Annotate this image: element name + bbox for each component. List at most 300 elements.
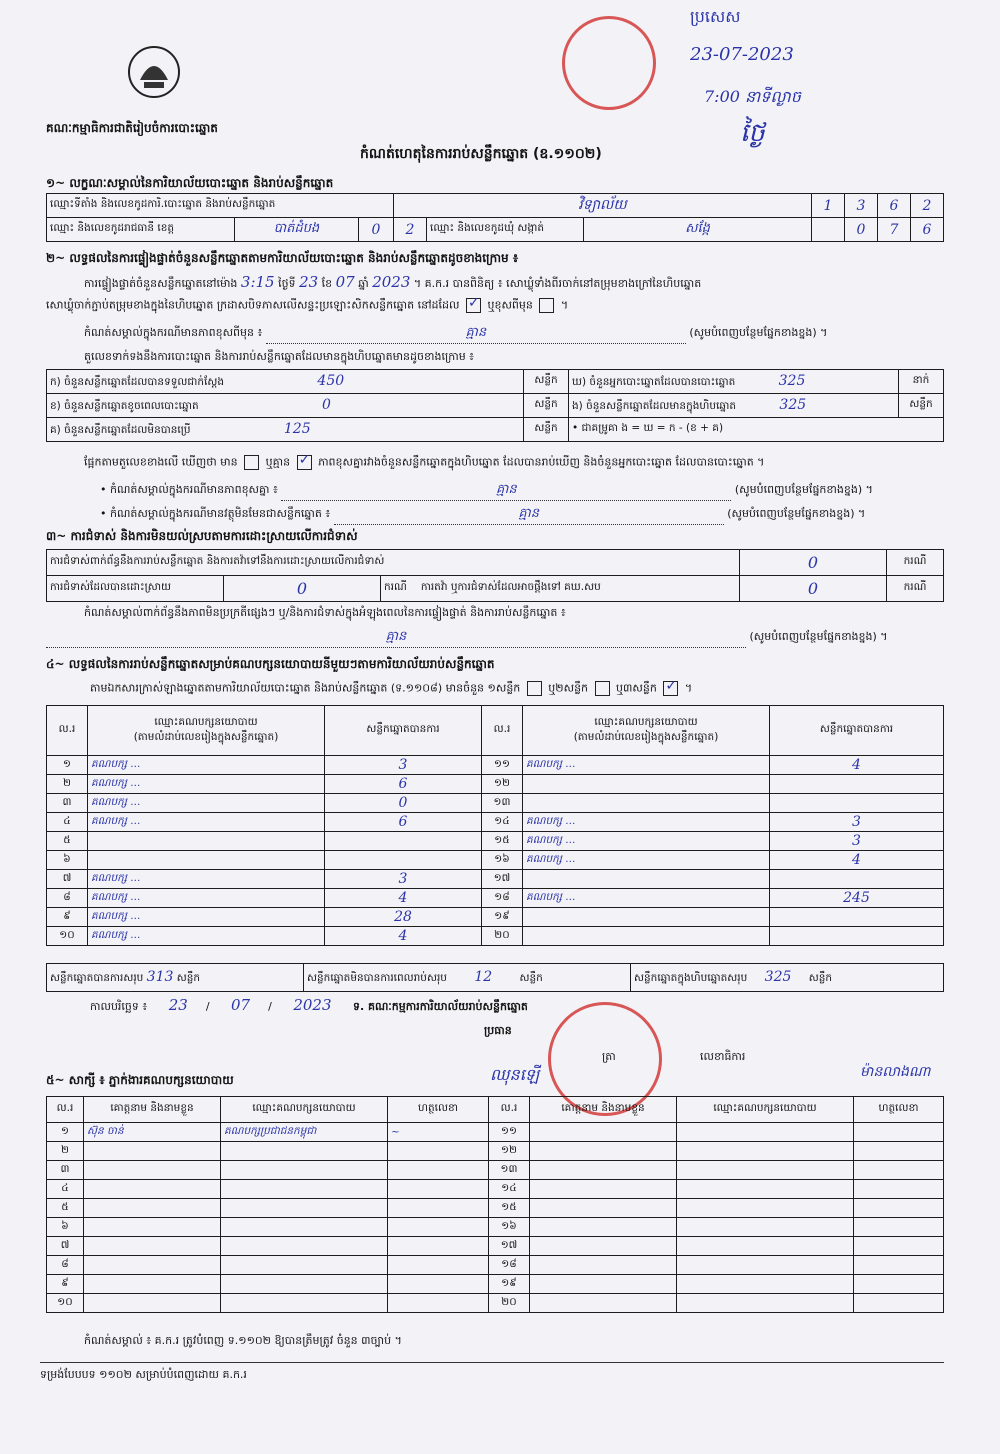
row-party-left: គណបក្ស ... [88, 870, 325, 889]
w-row-sign-left [388, 1275, 489, 1294]
row-no-left: ៣ [47, 794, 88, 813]
intro-c: ឬ៣សន្លឹក [616, 681, 657, 695]
row-no-right: ១៧ [482, 870, 523, 889]
w-row-party-left [221, 1237, 388, 1256]
row-votes-left: 3 [325, 870, 482, 889]
row-votes-left: 6 [325, 813, 482, 832]
w-row-name-right [530, 1180, 677, 1199]
row-votes-right [770, 927, 944, 946]
r2-unit: ករណី [384, 581, 407, 593]
w-row-name-left [84, 1199, 221, 1218]
col-votes-right: សន្លឹកឆ្នោតបានការ [770, 706, 944, 756]
w-row-no-right: ២០ [489, 1294, 530, 1313]
w-col-sign-left: ហត្ថលេខា [388, 1097, 489, 1123]
col-no-right: ល.រ [482, 706, 523, 756]
w-row-sign-left [388, 1218, 489, 1237]
w-row-sign-right [854, 1256, 944, 1275]
w-row-no-right: ១៦ [489, 1218, 530, 1237]
row-votes-left: 4 [325, 927, 482, 946]
w-row-party-left [221, 1275, 388, 1294]
col-party-left-sub: (តាមលំដាប់លេខរៀងក្នុងសន្លឹកឆ្នោត) [133, 730, 279, 743]
province-code-2: 2 [394, 218, 427, 242]
section4-title: ៤~ លទ្ធផលនៃការរាប់សន្លឹកឆ្នោតសម្រាប់គណបក្សនយោបាយនីមួយៗតាមការិយាល័យរាប់សន្លឹកឆ្នោត [46, 657, 495, 671]
w-row-no-right: ១២ [489, 1142, 530, 1161]
col-party-right [523, 706, 770, 756]
w-row-sign-left [388, 1256, 489, 1275]
table-row [47, 832, 944, 851]
line1-c: ខែ [321, 277, 333, 290]
w-row-no-right: ១៣ [489, 1161, 530, 1180]
office-label: ឈ្មោះទីតាំង និងលេខកូដការិ.បោះឆ្នោត និងរាប់សន្លឹកឆ្នោត [47, 194, 394, 218]
table-row [47, 1237, 944, 1256]
line1-b: ថ្ងៃទី [278, 277, 296, 290]
w-row-party-left [221, 1142, 388, 1161]
row-no-right: ១៥ [482, 832, 523, 851]
w-row-party-left [221, 1218, 388, 1237]
org-name: គណៈកម្មាធិការជាតិរៀបចំការបោះឆ្នោត [46, 121, 218, 135]
object-note-hint: (សូមបំពេញបន្ថែមផ្នែកខាងខ្នង) ។ [727, 507, 866, 520]
row-no-left: ២ [47, 775, 88, 794]
w-row-sign-left [388, 1237, 489, 1256]
row-party-left: គណបក្ស ... [88, 813, 325, 832]
w-row-name-left [84, 1180, 221, 1199]
w-row-sign-left [388, 1180, 489, 1199]
w-row-name-right [530, 1142, 677, 1161]
row-votes-left: 4 [325, 889, 482, 908]
date-month: 07 [231, 996, 251, 1014]
w-row-name-left: ស៊ុន ចាន់ [84, 1123, 221, 1142]
col-no-left: ល.រ [47, 706, 88, 756]
r1-label: ការជំទាស់ពាក់ព័ន្ធនឹងការរាប់សន្លឹកឆ្នោត និងការតវ៉ាទៅនឹងការដោះស្រាយលើការជំទាស់ [47, 550, 740, 576]
no-diff-checkbox[interactable] [297, 455, 312, 470]
corner-time: 7:00 នាទីល្ងាច [704, 87, 801, 106]
w-row-party-left: គណបក្សប្រជាជនកម្ពុជា [221, 1123, 388, 1142]
gho-cell [569, 370, 899, 394]
w-row-no-right: ១៥ [489, 1199, 530, 1218]
total-box-unit: សន្លឹក [808, 971, 833, 984]
date-year: 2023 [293, 996, 332, 1014]
w-row-party-right [677, 1161, 854, 1180]
col-party-right-sub: (តាមលំដាប់លេខរៀងក្នុងសន្លឹកឆ្នោត) [573, 730, 719, 743]
province-code-1: 0 [358, 218, 393, 242]
totals-table [46, 963, 944, 992]
row-votes-left [325, 851, 482, 870]
w-col-sign-right: ហត្ថលេខា [854, 1097, 944, 1123]
corner-note: ប្រសេស [690, 7, 741, 26]
row-votes-left: 0 [325, 794, 482, 813]
row-votes-right: 3 [770, 813, 944, 832]
row-votes-right: 245 [770, 889, 944, 908]
office-code-2: 3 [845, 194, 878, 218]
official-stamp-top [562, 16, 656, 110]
w-row-sign-left [388, 1142, 489, 1161]
unchanged-checkbox[interactable] [466, 298, 481, 313]
kha-value: 0 [322, 396, 331, 413]
verification-line-1 [84, 273, 701, 293]
w-row-sign-left [388, 1199, 489, 1218]
kha-label: ខ) ចំនួនសន្លឹកឆ្នោតខូចពេលបោះឆ្នោត [50, 399, 199, 412]
row-no-right: ១៦ [482, 851, 523, 870]
w-row-no-left: ១០ [47, 1294, 84, 1313]
table-row [47, 1256, 944, 1275]
r3-value: 0 [740, 576, 887, 602]
w-row-no-left: ៧ [47, 1237, 84, 1256]
row-votes-right [770, 775, 944, 794]
row-votes-left: 28 [325, 908, 482, 927]
commune-code-2: 7 [878, 218, 911, 242]
r2-value: 0 [224, 576, 381, 602]
w-col-party-right: ឈ្មោះគណបក្សនយោបាយ [677, 1097, 854, 1123]
match-a: ផ្អែកតាមតួលេខខាងលើ ឃើញថា មាន [84, 455, 238, 469]
gho-unit: នាក់ [899, 370, 944, 394]
w-row-sign-right [854, 1199, 944, 1218]
w-col-no-right: ល.រ [489, 1097, 530, 1123]
verification-month: 07 [335, 273, 355, 291]
col-party-left-title: ឈ្មោះគណបក្សនយោបាយ [154, 715, 258, 728]
w-row-name-left [84, 1237, 221, 1256]
chair-label: ប្រធាន [484, 1024, 512, 1037]
total-invalid-unit: សន្លឹក [519, 971, 543, 984]
office-code-1: 1 [812, 194, 845, 218]
diff-note-label: • កំណត់សម្គាល់ក្នុងករណីមានភាពខុសគ្នា ៖ [100, 483, 278, 496]
fill-hint: (សូមបំពេញបន្ថែមផ្នែកខាងខ្នង) ។ [689, 326, 828, 339]
change-note [84, 324, 944, 344]
w-row-party-left [221, 1256, 388, 1275]
w-row-name-right [530, 1275, 677, 1294]
total-box-label: សន្លឹកឆ្នោតក្នុងហិបឆ្នោតសរុប [634, 971, 748, 984]
ko-cell [47, 418, 524, 442]
row-votes-left: 6 [325, 775, 482, 794]
table-row [47, 1199, 944, 1218]
row-party-right: គណបក្ស ... [523, 889, 770, 908]
w-row-sign-left [388, 1161, 489, 1180]
vote-summary-table [46, 369, 944, 442]
w-row-name-right [530, 1161, 677, 1180]
row-votes-right: 3 [770, 832, 944, 851]
corner-date: 23-07-2023 [690, 44, 794, 65]
intro-b: ឬ២សន្លឹក [548, 681, 589, 695]
row-no-right: ២០ [482, 927, 523, 946]
ka-value: 450 [317, 372, 345, 389]
table-row [47, 813, 944, 832]
ngo-label: ង) ចំនួនសន្លឹកឆ្នោតដែលមានក្នុងហិបឆ្នោត [572, 399, 737, 412]
ka-label: ក) ចំនួនសន្លឹកឆ្នោតដែលបានទទួលជាក់ស្ដែង [50, 375, 225, 388]
province-label: ឈ្មោះ និងលេខកូដរាជធានី ខេត្ត [47, 218, 235, 242]
table-row [47, 908, 944, 927]
line1-d: ឆ្នាំ [358, 277, 369, 290]
table-row [47, 889, 944, 908]
table-row [47, 756, 944, 775]
section1-title: ១~ លក្ខណៈសម្គាល់នៃការិយាល័យបោះឆ្នោត និងរាប់សន្លឹកឆ្នោត [46, 176, 334, 190]
section3-title: ៣~ ការជំទាស់ និងការមិនយល់ស្របតាមការដោះស្រាយលើការជំទាស់ [46, 529, 358, 543]
office-code-4: 2 [911, 194, 944, 218]
ko-unit: សន្លឹក [524, 418, 569, 442]
secretary-label: លេខាធិការ [700, 1050, 746, 1063]
row-party-right: គណបក្ស ... [523, 756, 770, 775]
section5-title: ៥~ សាក្សី ៖ ភ្នាក់ងារគណបក្សនយោបាយ [46, 1073, 234, 1087]
w-row-name-left [84, 1218, 221, 1237]
row-party-left: គណបក្ស ... [88, 927, 325, 946]
w-row-sign-right [854, 1142, 944, 1161]
w-row-name-right [530, 1218, 677, 1237]
total-box-value: 325 [764, 968, 792, 985]
w-col-name-right: គោត្តនាម និងនាមខ្លួន [530, 1097, 677, 1123]
kha-cell [47, 394, 524, 418]
secretary-signature: ម៉ានលាងណា [860, 1064, 931, 1080]
spacer-cell [812, 218, 845, 242]
w-row-no-left: ៥ [47, 1199, 84, 1218]
table-row [47, 870, 944, 889]
party-results-table [46, 705, 944, 946]
w-row-name-left [84, 1161, 221, 1180]
row-no-left: ៨ [47, 889, 88, 908]
document-title: កំណត់ហេតុនៃការរាប់សន្លឹកឆ្នោត (ឧ.១១០២) [360, 146, 602, 162]
w-row-sign-right [854, 1161, 944, 1180]
w-row-no-left: ៣ [47, 1161, 84, 1180]
diff-note [100, 481, 944, 501]
w-row-name-right [530, 1199, 677, 1218]
verification-time: 3:15 [240, 273, 275, 291]
total-invalid-label: សន្លឹកឆ្នោតមិនបានការពេលរាប់សរុប [307, 971, 447, 984]
commune-code-3: 6 [911, 218, 944, 242]
r2-r3-cell [381, 576, 740, 602]
w-row-no-right: ១៤ [489, 1180, 530, 1199]
w-row-no-left: ៦ [47, 1218, 84, 1237]
table-row [47, 1218, 944, 1237]
commune-code-1: 0 [845, 218, 878, 242]
w-row-name-left [84, 1142, 221, 1161]
corner-signature: ថ្ងៃ [740, 118, 765, 148]
witness-table [46, 1096, 944, 1313]
row-no-right: ១៣ [482, 794, 523, 813]
r2-label: ការជំទាស់ដែលបានដោះស្រាយ [47, 576, 224, 602]
objection-note-value: គ្មាន [46, 628, 746, 648]
row-party-left: គណបក្ស ... [88, 889, 325, 908]
w-row-sign-left [388, 1294, 489, 1313]
formula: • ជាគម្រូគា ង = ឃ = ក - (ខ + គ) [569, 418, 944, 442]
ko-label: គ) ចំនួនសន្លឹកឆ្នោតដែលមិនបានប្រើ [50, 423, 191, 436]
row-party-left [88, 832, 325, 851]
one-sheet-checkbox[interactable] [527, 681, 542, 696]
three-sheets-checkbox[interactable] [663, 681, 678, 696]
verification-year: 2023 [372, 273, 411, 291]
w-row-party-right [677, 1199, 854, 1218]
chair-signature: ឈុនឡើ [490, 1065, 540, 1084]
line1-a: ការផ្ទៀងផ្ទាត់ចំនួនសន្លឹកឆ្នោតនៅម៉ោង [84, 277, 238, 290]
commune-name: សង្កែ [584, 218, 812, 242]
date-label: កាលបរិច្ឆេទ ៖ [90, 1000, 148, 1013]
w-row-name-right [530, 1123, 677, 1142]
total-valid-unit: សន្លឹក [176, 971, 201, 984]
row-votes-left [325, 832, 482, 851]
w-row-sign-right [854, 1294, 944, 1313]
total-invalid-value: 12 [474, 968, 493, 985]
w-row-party-right [677, 1218, 854, 1237]
r1-unit: ករណី [887, 550, 944, 576]
col-votes-left: សន្លឹកឆ្នោតបានការ [325, 706, 482, 756]
w-row-party-left [221, 1199, 388, 1218]
object-note-label: • កំណត់សម្គាល់ក្នុងករណីមានវត្ថុមិនមែនជាសន្លឹកឆ្នោត ៖ [100, 507, 331, 520]
w-col-name-left: គោត្តនាម និងនាមខ្លួន [84, 1097, 221, 1123]
line2: សោឃ្លុំចាក់ភ្ជាប់តម្រុមខាងក្នុងនៃហិបឆ្នោត ក្រដាសបិទភាសលើសន្ទះប្រឡោះសិកសន្លឹកឆ្នោត នៅដដែល [46, 298, 460, 312]
w-row-no-left: ៤ [47, 1180, 84, 1199]
table-row [47, 1142, 944, 1161]
row-votes-right: 4 [770, 756, 944, 775]
province-name: បាត់ដំបង [234, 218, 358, 242]
table-row [47, 1161, 944, 1180]
w-row-party-right [677, 1123, 854, 1142]
w-row-no-right: ១១ [489, 1123, 530, 1142]
w-row-no-left: ២ [47, 1142, 84, 1161]
w-row-sign-right [854, 1180, 944, 1199]
verification-line-2: សោឃ្លុំចាក់ភ្ជាប់តម្រុមខាងក្នុងនៃហិបឆ្នោត ក្រដាសបិទភាសលើសន្ទះប្រឡោះសិកសន្លឹកឆ្នោត នៅដដែល ✓ ឬខុសពីមុន ។ [46, 298, 568, 315]
ka-cell [47, 370, 524, 394]
match-c: ភាពខុសគ្នារវាងចំនួនសន្លឹកឆ្នោតក្នុងហិបឆ្នោត ដែលបានរាប់ឃើញ និងចំនួនអ្នកបោះឆ្នោត ដែលបានបោះឆ្នោត ។ [318, 455, 765, 469]
total-invalid-cell [304, 964, 631, 992]
r3-label: ការតវ៉ា ឬការជំទាស់ដែលអាចផ្ដឹងទៅ គឃ.សប [420, 581, 601, 593]
two-sheets-checkbox[interactable] [595, 681, 610, 696]
row-party-right [523, 908, 770, 927]
verification-day: 23 [299, 273, 319, 291]
row-votes-right [770, 870, 944, 889]
w-row-party-right [677, 1256, 854, 1275]
row-no-left: ១០ [47, 927, 88, 946]
row-party-right: គណបក្ស ... [523, 851, 770, 870]
row-no-right: ១១ [482, 756, 523, 775]
office-name: វិទ្យាល័យ [394, 194, 812, 218]
change-note-label: កំណត់សម្គាល់ក្នុងករណីមានភាពខុសពីមុន ៖ [84, 326, 263, 339]
commune-label: ឈ្មោះ និងលេខកូដឃុំ សង្កាត់ [427, 218, 584, 242]
row-no-right: ១៤ [482, 813, 523, 832]
w-row-no-right: ១៨ [489, 1256, 530, 1275]
ko-value: 125 [283, 420, 311, 437]
w-row-name-right [530, 1237, 677, 1256]
table-row [47, 1123, 944, 1142]
w-row-party-right [677, 1237, 854, 1256]
kha-unit: សន្លឹក [524, 394, 569, 418]
change-note-value: គ្មាន [266, 324, 686, 344]
line1-e: ។ គ.ក.រ បានពិនិត្យ ៖ សោឃ្លុំទាំងពីរចាក់នៅតម្រុមខាងក្រៅនៃហិបឆ្នោត [413, 277, 702, 290]
gho-label: ឃ) ចំនួនអ្នកបោះឆ្នោតដែលបានបោះឆ្នោត [572, 375, 736, 388]
row-party-left: គណបក្ស ... [88, 794, 325, 813]
stamp-label: ត្រា [602, 1050, 616, 1063]
row-party-left: គណបក្ស ... [88, 908, 325, 927]
row-votes-right: 4 [770, 851, 944, 870]
r1-value: 0 [740, 550, 887, 576]
table-row [47, 775, 944, 794]
total-valid-label: សន្លឹកឆ្នោតបានការសរុប [50, 971, 144, 984]
w-col-no-left: ល.រ [47, 1097, 84, 1123]
w-row-party-right [677, 1180, 854, 1199]
row-no-left: ១ [47, 756, 88, 775]
w-row-no-right: ១៩ [489, 1275, 530, 1294]
footer-rule [40, 1362, 944, 1363]
row-no-right: ១៩ [482, 908, 523, 927]
table-row [47, 851, 944, 870]
w-row-no-left: ១ [47, 1123, 84, 1142]
diff-note-value: គ្មាន [281, 481, 731, 501]
table-row [47, 1294, 944, 1313]
objection-table [46, 549, 944, 602]
changed-checkbox[interactable] [539, 298, 554, 313]
w-row-party-left [221, 1180, 388, 1199]
row-no-right: ១២ [482, 775, 523, 794]
col-party-left [88, 706, 325, 756]
row-party-right: គណបក្ស ... [523, 832, 770, 851]
w-row-party-right [677, 1275, 854, 1294]
section1-table [46, 193, 944, 242]
row-votes-right [770, 794, 944, 813]
signing-date: កាលបរិច្ឆេទ ៖ 23 / 07 / 2023 ទ. គណៈកម្មការការិយាល័យរាប់សន្លឹកឆ្នោត [90, 996, 528, 1014]
w-row-name-right [530, 1256, 677, 1275]
has-diff-checkbox[interactable] [244, 455, 259, 470]
w-row-party-right [677, 1142, 854, 1161]
total-box-cell [631, 964, 944, 992]
ngo-value: 325 [779, 396, 807, 413]
r3-unit: ករណី [887, 576, 944, 602]
sheet-count-line: តាមឯកសារក្រាស់ឡាងឆ្នោតតាមការិយាល័យបោះឆ្នោត និងរាប់សន្លឹកឆ្នោត (ទ.១១០៨) មានចំនួន ១សន្លឹក ឬ២សន្លឹក ឬ៣សន្លឹក ✓ ។ [90, 681, 692, 698]
w-row-name-left [84, 1294, 221, 1313]
w-row-sign-right [854, 1123, 944, 1142]
row-no-left: ៦ [47, 851, 88, 870]
w-row-sign-left: ~ [388, 1123, 489, 1142]
form-note: ទម្រង់បែបបទ ១១០២ សម្រាប់បំពេញដោយ គ.ក.រ [40, 1368, 247, 1381]
w-col-party-left: ឈ្មោះគណបក្សនយោបាយ [221, 1097, 388, 1123]
party-results-body [47, 756, 944, 946]
row-party-left: គណបក្ស ... [88, 756, 325, 775]
summary-intro: តួលេខទាក់ទងនឹងការបោះឆ្នោត និងការរាប់សន្លឹកឆ្នោតដែលមានក្នុងហិបឆ្នោតមានដូចខាងក្រោម ៖ [84, 350, 475, 363]
table-row [47, 927, 944, 946]
w-row-sign-right [854, 1237, 944, 1256]
nec-emblem-icon [126, 44, 182, 100]
w-row-name-right [530, 1294, 677, 1313]
objection-note-label: កំណត់សម្គាល់ពាក់ព័ន្ធនឹងភាពមិនប្រក្រតីផ្សេងៗ ឬ/និងការជំទាស់ក្នុងអំឡុងពេលនៃការផ្ទៀងផ្ទាត់ និងការរាប់សន្លឹកឆ្នោត ៖ [84, 606, 566, 619]
w-row-name-left [84, 1275, 221, 1294]
w-row-party-right [677, 1294, 854, 1313]
row-no-left: ៤ [47, 813, 88, 832]
row-party-right [523, 870, 770, 889]
w-row-sign-right [854, 1275, 944, 1294]
gho-value: 325 [778, 372, 806, 389]
row-no-left: ៥ [47, 832, 88, 851]
object-note [100, 505, 944, 525]
col-party-right-title: ឈ្មោះគណបក្សនយោបាយ [594, 715, 698, 728]
row-no-left: ៩ [47, 908, 88, 927]
w-row-name-left [84, 1256, 221, 1275]
footnote: កំណត់សម្គាល់ ៖ គ.ក.រ ត្រូវបំពេញ ទ.១១០២ ឱ្យបានត្រឹមត្រូវ ចំនួន ៣ច្បាប់ ។ [84, 1334, 402, 1347]
intro-a: តាមឯកសារក្រាស់ឡាងឆ្នោតតាមការិយាល័យបោះឆ្នោត និងរាប់សន្លឹកឆ្នោត (ទ.១១០៨) មានចំនួន ១សន្លឹក [90, 681, 521, 695]
match-b: ឬគ្មាន [265, 455, 291, 469]
row-votes-left: 3 [325, 756, 482, 775]
witness-body [47, 1123, 944, 1313]
w-row-no-right: ១៧ [489, 1237, 530, 1256]
row-party-right: គណបក្ស ... [523, 813, 770, 832]
date-day: 23 [168, 996, 188, 1014]
opt-no: ឬខុសពីមុន [487, 298, 533, 312]
row-votes-right [770, 908, 944, 927]
w-row-party-left [221, 1161, 388, 1180]
section2-title: ២~ លទ្ធផលនៃការផ្ទៀងផ្ទាត់ចំនួនសន្លឹកឆ្នោតតាមការិយាល័យបោះឆ្នោត និងរាប់សន្លឹកឆ្នោតដូចខាងក្រោម ៖ [46, 251, 519, 265]
match-line [84, 455, 764, 472]
ngo-unit: សន្លឹក [899, 394, 944, 418]
table-row [47, 1180, 944, 1199]
ka-unit: សន្លឹក [524, 370, 569, 394]
row-party-right [523, 794, 770, 813]
row-party-left [88, 851, 325, 870]
row-no-left: ៧ [47, 870, 88, 889]
committee-label: ទ. គណៈកម្មការការិយាល័យរាប់សន្លឹកឆ្នោត [353, 1000, 528, 1013]
diff-note-hint: (សូមបំពេញបន្ថែមផ្នែកខាងខ្នង) ។ [734, 483, 873, 496]
